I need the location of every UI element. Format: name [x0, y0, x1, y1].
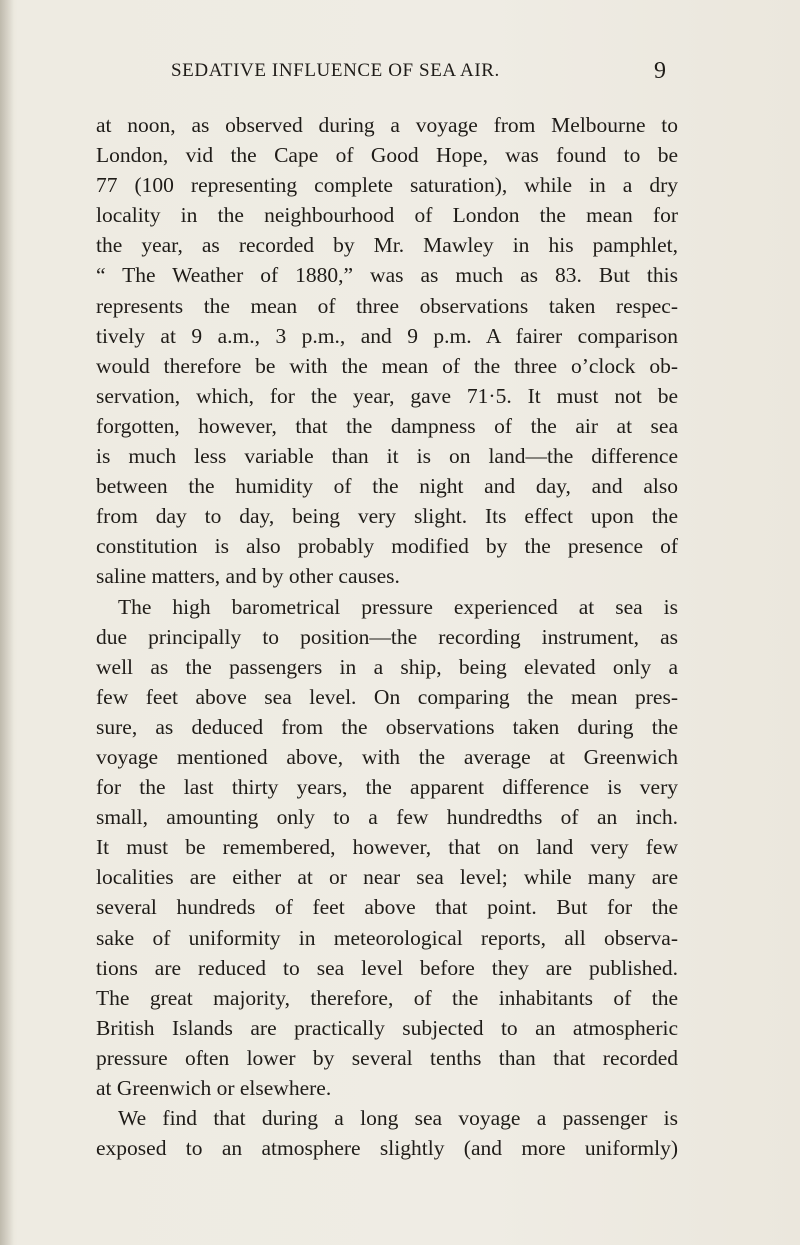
- text-line: 77 (100 representing complete saturation), while in a dry: [96, 173, 678, 198]
- text-line: locality in the neighbourhood of London the mean for: [96, 203, 678, 228]
- text-line: is much less variable than it is on land—the difference: [96, 444, 678, 469]
- text-line: British Islands are practically subjected to an atmospheric: [96, 1015, 678, 1040]
- text-line: We find that during a long sea voyage a passenger is: [118, 1106, 678, 1131]
- text-line: The high barometrical pressure experienced at sea is: [118, 594, 678, 619]
- text-line: saline matters, and by other causes.: [96, 564, 400, 589]
- text-line: It must be remembered, however, that on land very few: [96, 835, 678, 860]
- text-line: The great majority, therefore, of the inhabitants of the: [96, 985, 678, 1010]
- text-line: London, vid the Cape of Good Hope, was found to be: [96, 143, 678, 168]
- running-head: SEDATIVE INFLUENCE OF SEA AIR.: [171, 60, 500, 81]
- text-line: tions are reduced to sea level before they are published.: [96, 955, 678, 980]
- text-line: between the humidity of the night and day, and also: [96, 474, 678, 499]
- text-line: at Greenwich or elsewhere.: [96, 1076, 332, 1100]
- text-line: due principally to position—the recording instrument, as: [96, 624, 678, 649]
- text-line: sake of uniformity in meteorological reports, all observa-: [96, 925, 678, 950]
- text-line: several hundreds of feet above that point. But for the: [96, 895, 678, 920]
- text-line: voyage mentioned above, with the average at Greenwich: [96, 744, 678, 769]
- text-line: tively at 9 a.m., 3 p.m., and 9 p.m. A fairer comparison: [96, 323, 678, 348]
- text-line: forgotten, however, that the dampness of the air at sea: [96, 413, 678, 438]
- text-line: “ The Weather of 1880,” was as much as 83. But this: [96, 263, 678, 288]
- text-line: well as the passengers in a ship, being elevated only a: [96, 654, 678, 679]
- text-line: represents the mean of three observations taken respec-: [96, 293, 678, 318]
- text-line: pressure often lower by several tenths than that recorded: [96, 1045, 678, 1070]
- text-line: for the last thirty years, the apparent difference is very: [96, 775, 678, 800]
- page-number: 9: [654, 58, 666, 84]
- text-line: localities are either at or near sea level; while many are: [96, 865, 678, 890]
- text-line: few feet above sea level. On comparing the mean pres-: [96, 684, 678, 709]
- binding-shadow: [0, 0, 14, 1245]
- page-header: [96, 60, 666, 88]
- text-line: small, amounting only to a few hundredths of an inch.: [96, 805, 678, 830]
- text-line: sure, as deduced from the observations taken during the: [96, 714, 678, 739]
- body-text: [96, 110, 678, 1163]
- text-line: from day to day, being very slight. Its effect upon the: [96, 504, 678, 529]
- text-line: the year, as recorded by Mr. Mawley in his pamphlet,: [96, 233, 678, 258]
- text-line: would therefore be with the mean of the three o’clock ob-: [96, 353, 678, 378]
- text-line: exposed to an atmosphere slightly (and more uniformly): [96, 1136, 678, 1161]
- text-line: servation, which, for the year, gave 71·5. It must not be: [96, 383, 678, 408]
- text-line: constitution is also probably modified by the presence of: [96, 534, 678, 559]
- text-line: at noon, as observed during a voyage from Melbourne to: [96, 113, 678, 137]
